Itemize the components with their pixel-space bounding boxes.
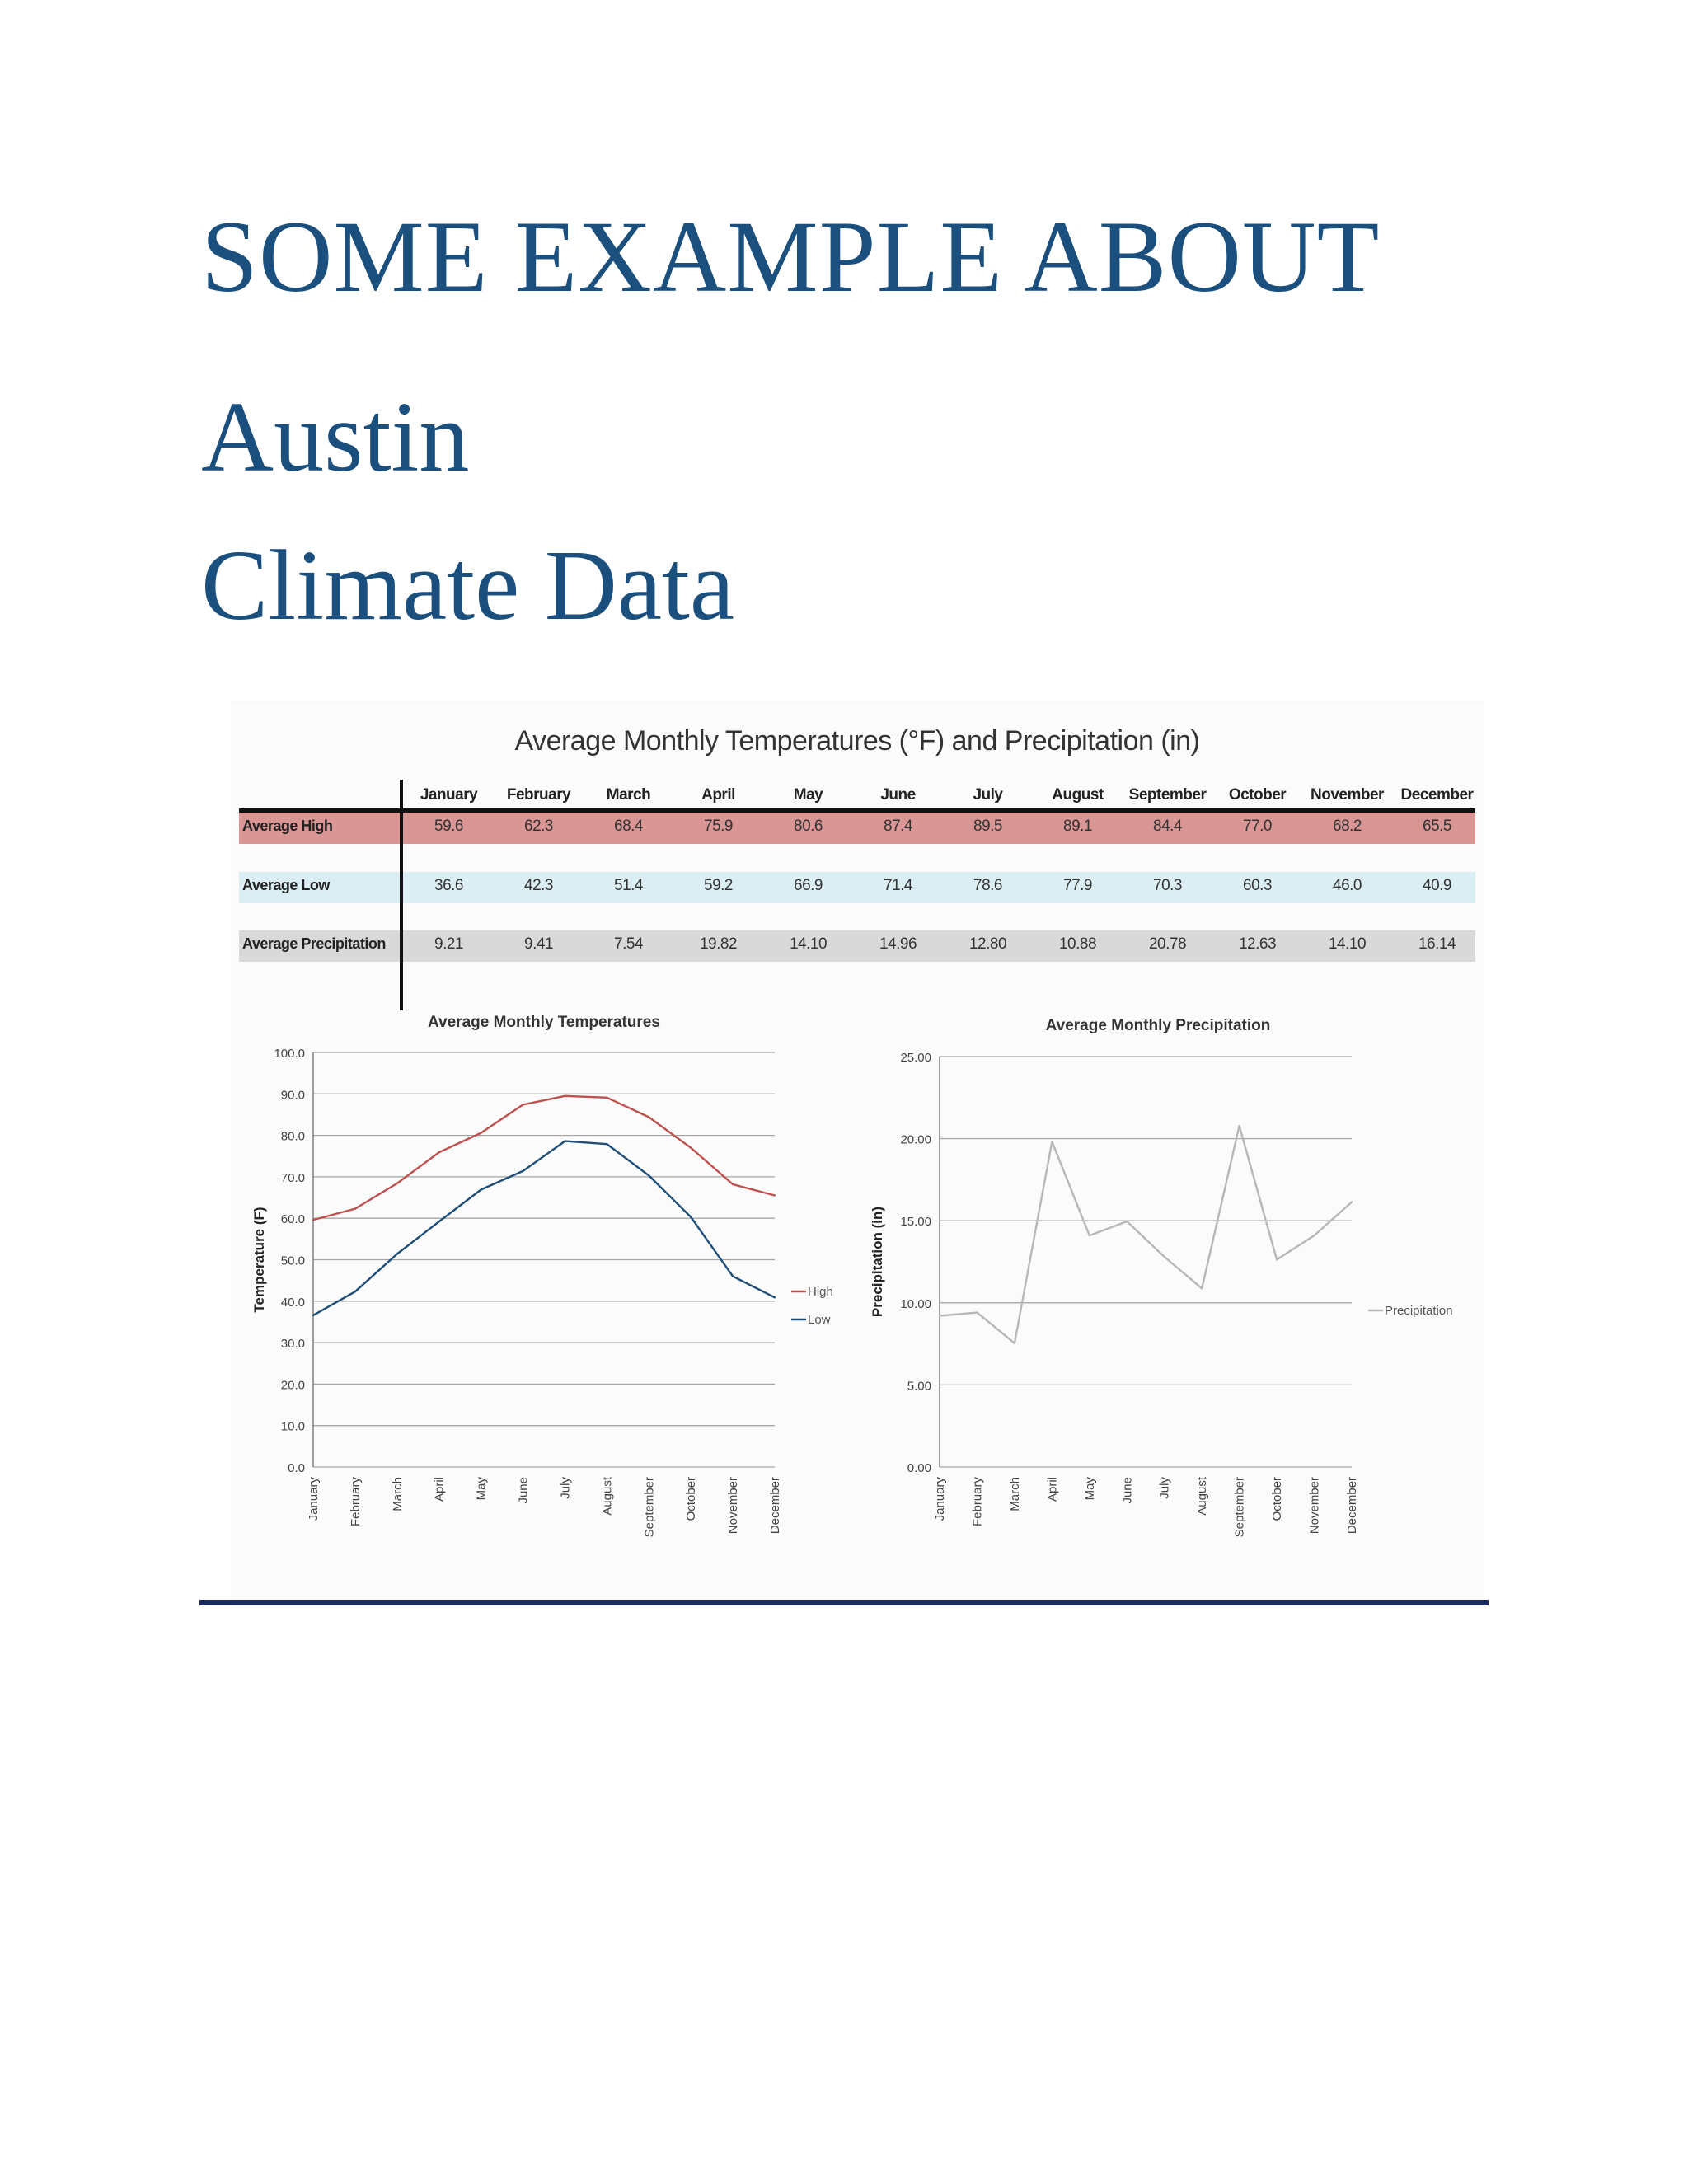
data-point bbox=[438, 1221, 440, 1222]
y-tick-label: 90.0 bbox=[280, 1088, 305, 1103]
x-tick-label: March bbox=[390, 1477, 405, 1511]
table-month-header: December bbox=[1400, 786, 1474, 804]
x-tick-label: May bbox=[474, 1477, 489, 1501]
data-point bbox=[564, 1095, 565, 1097]
y-tick-label: 15.00 bbox=[900, 1215, 931, 1230]
x-tick-label: April bbox=[432, 1477, 447, 1502]
y-tick-label: 20.00 bbox=[900, 1132, 931, 1147]
x-tick-label: November bbox=[1307, 1477, 1322, 1535]
x-tick-label: December bbox=[768, 1477, 782, 1535]
data-point bbox=[438, 1151, 440, 1153]
x-tick-label: January bbox=[307, 1477, 321, 1521]
data-point bbox=[1201, 1287, 1203, 1289]
y-tick-label: 10.00 bbox=[900, 1296, 931, 1311]
table-cell: 36.6 bbox=[434, 877, 463, 894]
table-cell: 10.88 bbox=[1058, 935, 1097, 953]
data-point bbox=[774, 1296, 776, 1298]
table-cell: 59.2 bbox=[704, 877, 733, 894]
table-vertical-rule bbox=[400, 780, 403, 1010]
chart-title: Average Monthly Precipitation bbox=[1045, 1017, 1271, 1034]
table-cell: 14.10 bbox=[789, 935, 828, 953]
table-month-header: October bbox=[1228, 786, 1287, 804]
table-cell: 42.3 bbox=[524, 877, 553, 894]
table-month-header: March bbox=[606, 786, 651, 804]
y-axis-label: Precipitation (in) bbox=[870, 1206, 885, 1318]
series-line-low bbox=[313, 1141, 775, 1315]
table-row-label: Average Low bbox=[242, 877, 330, 893]
data-point bbox=[1238, 1125, 1240, 1127]
x-tick-label: October bbox=[1270, 1477, 1285, 1521]
table-title: Average Monthly Temperatures (°F) and Precipitation (in) bbox=[514, 725, 1200, 757]
table-cell: 40.9 bbox=[1423, 877, 1451, 894]
table-month-header: July bbox=[973, 786, 1003, 804]
data-point bbox=[480, 1132, 481, 1133]
table-cell: 14.96 bbox=[879, 935, 917, 953]
data-point bbox=[1051, 1141, 1053, 1142]
table-cell: 77.0 bbox=[1243, 818, 1272, 835]
data-point bbox=[606, 1143, 607, 1145]
page-title-line-1: SOME EXAMPLE ABOUT bbox=[201, 200, 1381, 313]
data-point bbox=[1126, 1221, 1128, 1222]
table-cell: 20.78 bbox=[1148, 935, 1187, 953]
data-point bbox=[1276, 1258, 1278, 1260]
table-cell: 80.6 bbox=[794, 818, 823, 835]
data-point bbox=[1164, 1256, 1165, 1258]
data-point bbox=[1014, 1343, 1015, 1344]
y-tick-label: 30.0 bbox=[280, 1337, 305, 1352]
table-cell: 9.41 bbox=[524, 935, 553, 953]
y-tick-label: 25.00 bbox=[900, 1051, 931, 1065]
y-tick-label: 5.00 bbox=[907, 1379, 931, 1394]
y-tick-label: 0.0 bbox=[288, 1461, 305, 1475]
table-cell: 60.3 bbox=[1243, 877, 1272, 894]
series-line-high bbox=[313, 1096, 775, 1220]
series-line-precipitation bbox=[940, 1126, 1352, 1343]
data-point bbox=[396, 1183, 398, 1184]
x-tick-label: February bbox=[970, 1477, 985, 1527]
data-point bbox=[732, 1275, 734, 1277]
x-tick-label: August bbox=[1195, 1477, 1210, 1516]
table-cell: 78.6 bbox=[973, 877, 1002, 894]
y-tick-label: 70.0 bbox=[280, 1170, 305, 1185]
table-cell: 75.9 bbox=[704, 818, 733, 835]
table-cell: 7.54 bbox=[614, 935, 643, 953]
table-month-header: January bbox=[420, 786, 478, 804]
x-tick-label: July bbox=[1157, 1477, 1172, 1499]
data-point bbox=[606, 1097, 607, 1099]
x-tick-label: September bbox=[642, 1477, 657, 1538]
x-tick-label: August bbox=[600, 1477, 615, 1516]
x-tick-label: April bbox=[1045, 1477, 1060, 1502]
table-cell: 77.9 bbox=[1063, 877, 1092, 894]
x-tick-label: May bbox=[1082, 1477, 1097, 1501]
table-cell: 84.4 bbox=[1153, 818, 1182, 835]
data-point bbox=[732, 1183, 734, 1185]
table-header-rule bbox=[239, 808, 1475, 813]
table-cell: 89.1 bbox=[1063, 818, 1092, 835]
data-point bbox=[312, 1219, 314, 1221]
data-point bbox=[480, 1188, 481, 1190]
x-tick-label: December bbox=[1345, 1477, 1359, 1535]
legend-label: Precipitation bbox=[1385, 1304, 1453, 1318]
table-cell: 16.14 bbox=[1418, 935, 1456, 953]
y-tick-label: 80.0 bbox=[280, 1129, 305, 1144]
table-cell: 51.4 bbox=[614, 877, 643, 894]
data-point bbox=[522, 1170, 523, 1172]
x-tick-label: March bbox=[1007, 1477, 1022, 1511]
y-axis-label: Temperature (F) bbox=[251, 1207, 267, 1313]
table-cell: 12.80 bbox=[968, 935, 1007, 953]
y-tick-label: 100.0 bbox=[274, 1047, 305, 1061]
table-cell: 62.3 bbox=[524, 818, 553, 835]
table-cell: 68.4 bbox=[614, 818, 643, 835]
page-title-line-3: Climate Data bbox=[201, 530, 735, 641]
temperature-chart bbox=[239, 989, 833, 1582]
table-cell: 66.9 bbox=[794, 877, 823, 894]
table-month-header: April bbox=[701, 786, 735, 804]
y-tick-label: 0.00 bbox=[907, 1461, 931, 1475]
data-point bbox=[396, 1253, 398, 1254]
data-point bbox=[690, 1146, 692, 1148]
data-point bbox=[354, 1207, 356, 1209]
table-cell: 19.82 bbox=[699, 935, 738, 953]
x-tick-label: October bbox=[684, 1477, 699, 1521]
data-point bbox=[1351, 1201, 1353, 1202]
table-month-header: June bbox=[880, 786, 916, 804]
data-point bbox=[648, 1174, 649, 1176]
table-cell: 9.21 bbox=[434, 935, 463, 953]
data-point bbox=[648, 1116, 649, 1118]
table-cell: 70.3 bbox=[1153, 877, 1182, 894]
table-month-header: February bbox=[506, 786, 571, 804]
table-month-header: September bbox=[1128, 786, 1207, 804]
climate-figure bbox=[231, 701, 1484, 1607]
x-tick-label: July bbox=[558, 1477, 573, 1499]
data-point bbox=[564, 1140, 565, 1141]
legend-label: Low bbox=[808, 1313, 831, 1327]
x-tick-label: November bbox=[726, 1477, 741, 1535]
table-cell: 68.2 bbox=[1333, 818, 1362, 835]
x-tick-label: January bbox=[933, 1477, 947, 1521]
table-row-label: Average Precipitation bbox=[242, 935, 386, 952]
table-cell: 12.63 bbox=[1238, 935, 1277, 953]
table-month-header: August bbox=[1052, 786, 1104, 804]
x-tick-label: June bbox=[516, 1477, 531, 1504]
table-cell: 89.5 bbox=[973, 818, 1002, 835]
data-point bbox=[976, 1311, 978, 1313]
data-point bbox=[354, 1291, 356, 1292]
x-tick-label: June bbox=[1120, 1477, 1135, 1504]
table-month-header: May bbox=[793, 786, 823, 804]
section-divider bbox=[199, 1600, 1489, 1605]
data-point bbox=[1313, 1235, 1315, 1236]
table-cell: 65.5 bbox=[1423, 818, 1451, 835]
y-tick-label: 60.0 bbox=[280, 1212, 305, 1227]
legend-label: High bbox=[808, 1285, 833, 1299]
y-tick-label: 50.0 bbox=[280, 1254, 305, 1268]
table-cell: 71.4 bbox=[884, 877, 912, 894]
page-title-line-2: Austin bbox=[201, 382, 470, 493]
data-point bbox=[312, 1315, 314, 1316]
data-point bbox=[522, 1104, 523, 1105]
y-tick-label: 20.0 bbox=[280, 1378, 305, 1393]
y-tick-label: 40.0 bbox=[280, 1295, 305, 1310]
table-cell: 46.0 bbox=[1333, 877, 1362, 894]
y-tick-label: 10.0 bbox=[280, 1419, 305, 1434]
chart-title: Average Monthly Temperatures bbox=[428, 1014, 660, 1031]
table-cell: 59.6 bbox=[434, 818, 463, 835]
table-month-header: November bbox=[1311, 786, 1384, 804]
table-row-label: Average High bbox=[242, 818, 333, 834]
precipitation-chart bbox=[857, 989, 1484, 1582]
table-cell: 14.10 bbox=[1328, 935, 1367, 953]
x-tick-label: February bbox=[348, 1477, 363, 1527]
data-point bbox=[939, 1315, 940, 1316]
data-point bbox=[1089, 1235, 1090, 1236]
x-tick-label: September bbox=[1232, 1477, 1247, 1538]
data-point bbox=[690, 1216, 692, 1217]
table-cell: 87.4 bbox=[884, 818, 912, 835]
data-point bbox=[774, 1194, 776, 1196]
